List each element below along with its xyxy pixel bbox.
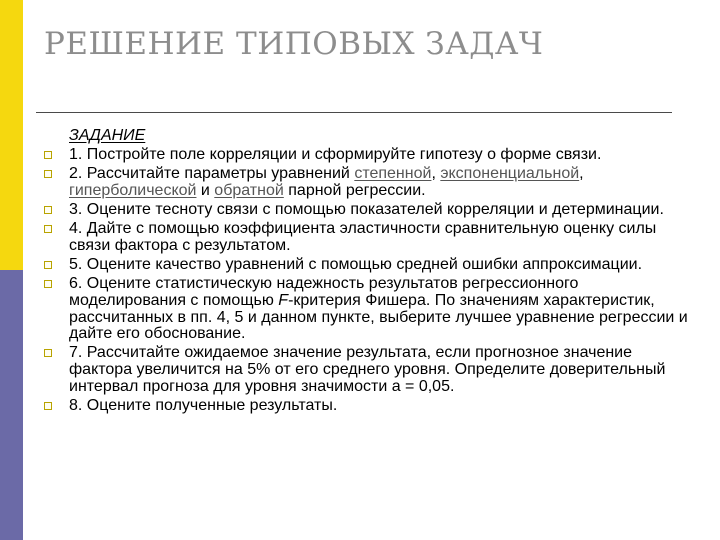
square-bullet-icon [44,280,52,288]
square-bullet-icon [44,225,52,233]
list-item [44,147,704,164]
list-item [44,221,704,254]
square-bullet-icon [44,206,52,214]
item-text-pre: 2. Рассчитайте параметры уравнений [69,164,355,182]
link-power[interactable]: степенной [354,164,432,182]
square-bullet-icon [44,349,52,357]
square-bullet-icon [44,170,52,178]
title-divider [36,112,672,113]
item-separator: , [431,164,441,182]
item-text: 1. Постройте поле корреляции и сформируйте гипотезу о форме связи. [69,145,602,163]
item-text: 4. Дайте с помощью коэффициента эластичности сравнительную оценку силы связи фактора с результатом. [69,220,657,254]
slide-title: РЕШЕНИЕ ТИПОВЫХ ЗАДАЧ [44,26,544,62]
list-item [44,276,704,343]
square-bullet-icon [44,261,52,269]
item-text: 7. Рассчитайте ожидаемое значение результата, если прогнозное значение фактора увеличится на 5% от его среднего уровня. Определите доверительный интервал прогноза для уровня значимости a = 0,05. [69,344,666,395]
list-item [44,345,704,395]
item-separator: и [196,181,215,199]
item-text-pre: 6. Оцените статистическую надежность результатов регрессионного моделирования с помощью [69,275,579,309]
square-bullet-icon [44,402,52,410]
list-item [44,257,704,274]
task-list [44,128,704,417]
item-text-em: F [278,291,289,309]
link-exponential[interactable]: экспоненциальной [440,164,580,182]
accent-bar-purple [0,270,23,540]
accent-bar-yellow [0,0,23,270]
link-hyperbolic[interactable]: гиперболической [69,181,197,199]
list-item [44,166,704,199]
item-text-post: парной регрессии. [283,181,426,199]
item-text: 5. Оцените качество уравнений с помощью средней ошибки аппроксимации. [69,255,643,273]
list-item [44,398,704,415]
item-text-post: -критерия Фишера. По значениям характеристик, рассчитанных в пп. 4, 5 и данном пункте, выберите лучшее уравнение регрессии и дайте его обоснование. [69,291,688,343]
item-text: 3. Оцените тесноту связи с помощью показателей корреляции и детерминации. [69,200,664,218]
link-inverse[interactable]: обратной [214,181,284,199]
item-separator: , [579,164,584,182]
task-heading: ЗАДАНИЕ [69,127,146,144]
item-text: 8. Оцените полученные результаты. [69,397,338,415]
list-item [44,202,704,219]
square-bullet-icon [44,151,52,159]
